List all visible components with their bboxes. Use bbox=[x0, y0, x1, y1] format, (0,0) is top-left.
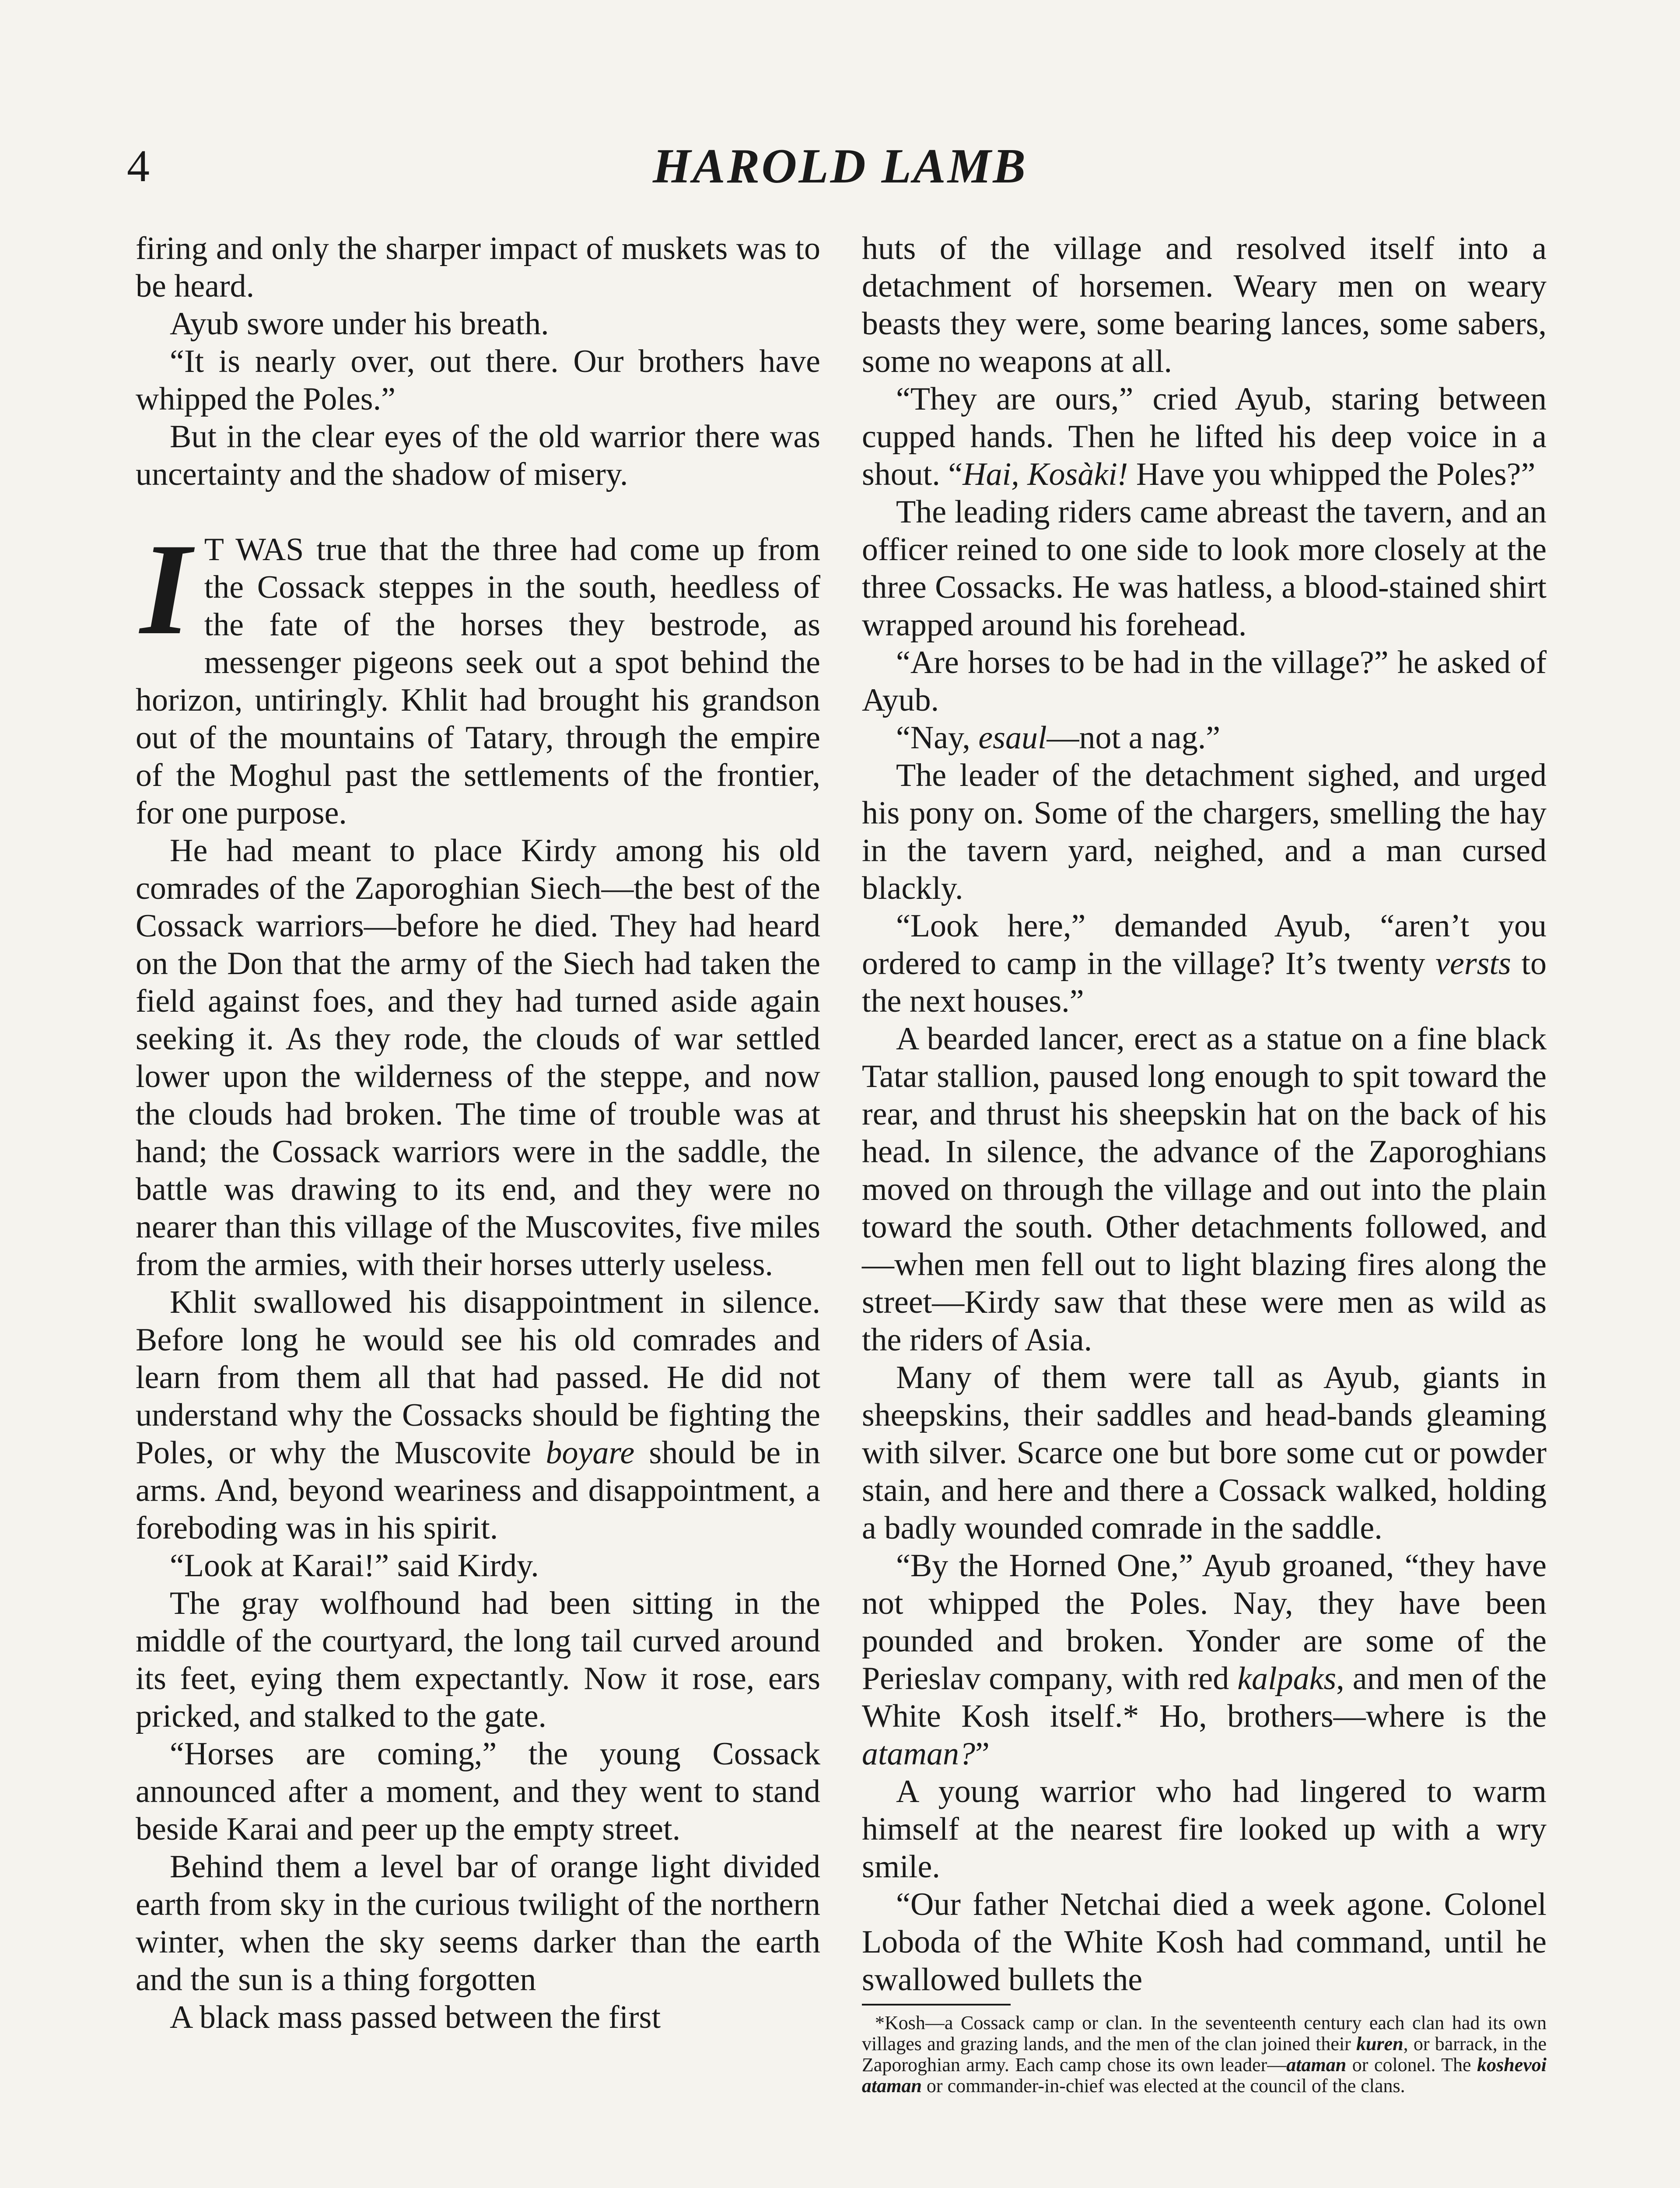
paragraph: The gray wolfhound had been sitting in the middle of the courtyard, the long tail curved around its feet, eying them expectantly. Now it rose, ears pricked, and stalked to the gate. bbox=[136, 1585, 820, 1734]
paragraph: He had meant to place Kirdy among his old comrades of the Zaporoghian Siech—the best of the Cossack warriors—before he died. They had heard on the Don that the army of the Siech had taken the field against foes, and they had turned aside again seeking it. As they rode, the clouds of war settled lower upon the wilderness of the steppe, and now the clouds had broken. The time of trouble was at hand; the Cossack warriors were in the saddle, the battle was drawing to its end, and they were no nearer than this village of the Muscovites, five miles from the armies, with their horses utterly useless. bbox=[136, 833, 820, 1283]
paragraph: “Are horses to be had in the village?” he asked of Ayub. bbox=[862, 645, 1547, 718]
italic-term: kalpaks bbox=[1237, 1661, 1337, 1697]
paragraph-text: T WAS true that the three had come up from the Cossack steppes in the south, heedless of the fate of the horses they bestrode, as messenger pigeons seek out a spot behind the horizon, untiringly. Khlit had brought his grandson out of the mountains of Tatary, through the empire of the Moghul past the settlements of the frontier, for one purpose. bbox=[136, 532, 820, 831]
italic-term: koshevoi ataman bbox=[862, 2054, 1547, 2097]
section-opening-paragraph bbox=[136, 516, 820, 832]
italic-term: ataman bbox=[1286, 2054, 1347, 2076]
paragraph: Khlit swallowed his disappointment in silence. Before long he would see his old comrades and learn from them all that had passed. He did not understand why the Cossacks should be fighting the Poles, or why the Muscovite boyare should be in arms. And, beyond weariness and disappointment, a foreboding was in his spirit. bbox=[136, 1284, 821, 1546]
paragraph: The leader of the detachment sighed, and urged his pony on. Some of the chargers, smelling the hay in the tavern yard, neighed, and a man cursed blackly. bbox=[862, 757, 1547, 906]
italic-term: ataman? bbox=[862, 1736, 975, 1772]
paragraph: A young warrior who had lingered to warm himself at the nearest fire looked up with a wry smile. bbox=[862, 1774, 1547, 1885]
italic-term: kuren bbox=[1356, 2033, 1404, 2055]
paragraph: “By the Horned One,” Ayub groaned, “they have not whipped the Poles. Nay, they have been pounded and broken. Yonder are some of the Perieslav company, with red kalpaks, and men of the White Kosh itself.* Ho, brothers—where is the ataman?” bbox=[862, 1548, 1547, 1772]
right-column bbox=[862, 230, 1547, 2097]
page-number: 4 bbox=[127, 141, 150, 191]
running-head-author: HAROLD LAMB bbox=[652, 139, 1028, 193]
paragraph: A bearded lancer, erect as a statue on a fine black Tatar stallion, paused long enough to spit toward the rear, and thrust his sheepskin hat on the back of his head. In silence, the advance of the Zaporoghians moved on through the village and out into the plain toward the south. Other detachments followed, and—when men fell out to light blazing fires along the street—Kirdy saw that these were men as wild as the riders of Asia. bbox=[862, 1021, 1547, 1358]
paragraph: huts of the village and resolved itself into a detachment of horsemen. Weary men on weary beasts they were, some bearing lances, some sabers, some no weapons at all. bbox=[862, 231, 1547, 379]
paragraph: “Look at Karai!” said Kirdy. bbox=[170, 1548, 539, 1584]
paragraph: firing and only the sharper impact of muskets was to be heard. bbox=[136, 231, 820, 304]
paragraph: “Our father Netchai died a week agone. Colonel Loboda of the White Kosh had command, until he swallowed bullets the bbox=[862, 1886, 1547, 1998]
paragraph: Ayub swore under his breath. bbox=[170, 306, 549, 342]
paragraph: “Look here,” demanded Ayub, “aren’t you ordered to camp in the village? It’s twenty versts to the next houses.” bbox=[862, 908, 1547, 1019]
paragraph: A black mass passed between the first bbox=[170, 1999, 661, 2035]
paragraph: “Nay, esaul—not a nag.” bbox=[896, 720, 1221, 756]
italic-term: versts bbox=[1435, 946, 1511, 982]
italic-term: boyare bbox=[546, 1435, 635, 1471]
page-header bbox=[127, 136, 1553, 197]
footnote-divider bbox=[862, 2004, 1011, 2006]
footnote: *Kosh—a Cossack camp or clan. In the seventeenth century each clan had its own villages and grazing lands, and the men of the clan joined their kuren, or barrack, in the Zaporoghian army. Each camp chose its own leader—ataman or colonel. The koshevoi ataman or commander-in-chief was elected at the council of the clans. bbox=[862, 2012, 1547, 2097]
paragraph: Behind them a level bar of orange light divided earth from sky in the curious twilight of the northern winter, when the sky seems darker than the earth and the sun is a thing forgotten bbox=[136, 1849, 820, 1998]
paragraph: “Horses are coming,” the young Cossack announced after a moment, and they went to stand beside Karai and peer up the empty street. bbox=[136, 1736, 820, 1847]
italic-term: Hai, Kosàki! bbox=[962, 456, 1128, 492]
paragraph: “They are ours,” cried Ayub, staring between cupped hands. Then he lifted his deep voice in a shout. “Hai, Kosàki! Have you whipped the Poles?” bbox=[862, 381, 1547, 492]
drop-cap: I bbox=[140, 516, 191, 662]
paragraph: But in the clear eyes of the old warrior there was uncertainty and the shadow of misery. bbox=[136, 419, 820, 492]
paragraph: Many of them were tall as Ayub, giants in sheepskins, their saddles and head-bands gleaming with silver. Scarce one but bore some cut or powder stain, and here and there a Cossack walked, holding a badly wounded comrade in the saddle. bbox=[862, 1360, 1547, 1546]
left-column bbox=[136, 230, 820, 2036]
paragraph: “It is nearly over, out there. Our brothers have whipped the Poles.” bbox=[136, 344, 820, 417]
paragraph: The leading riders came abreast the tavern, and an officer reined to one side to look more closely at the three Cossacks. He was hatless, a blood-stained shirt wrapped around his forehead. bbox=[862, 494, 1547, 643]
italic-term: esaul bbox=[978, 720, 1047, 756]
